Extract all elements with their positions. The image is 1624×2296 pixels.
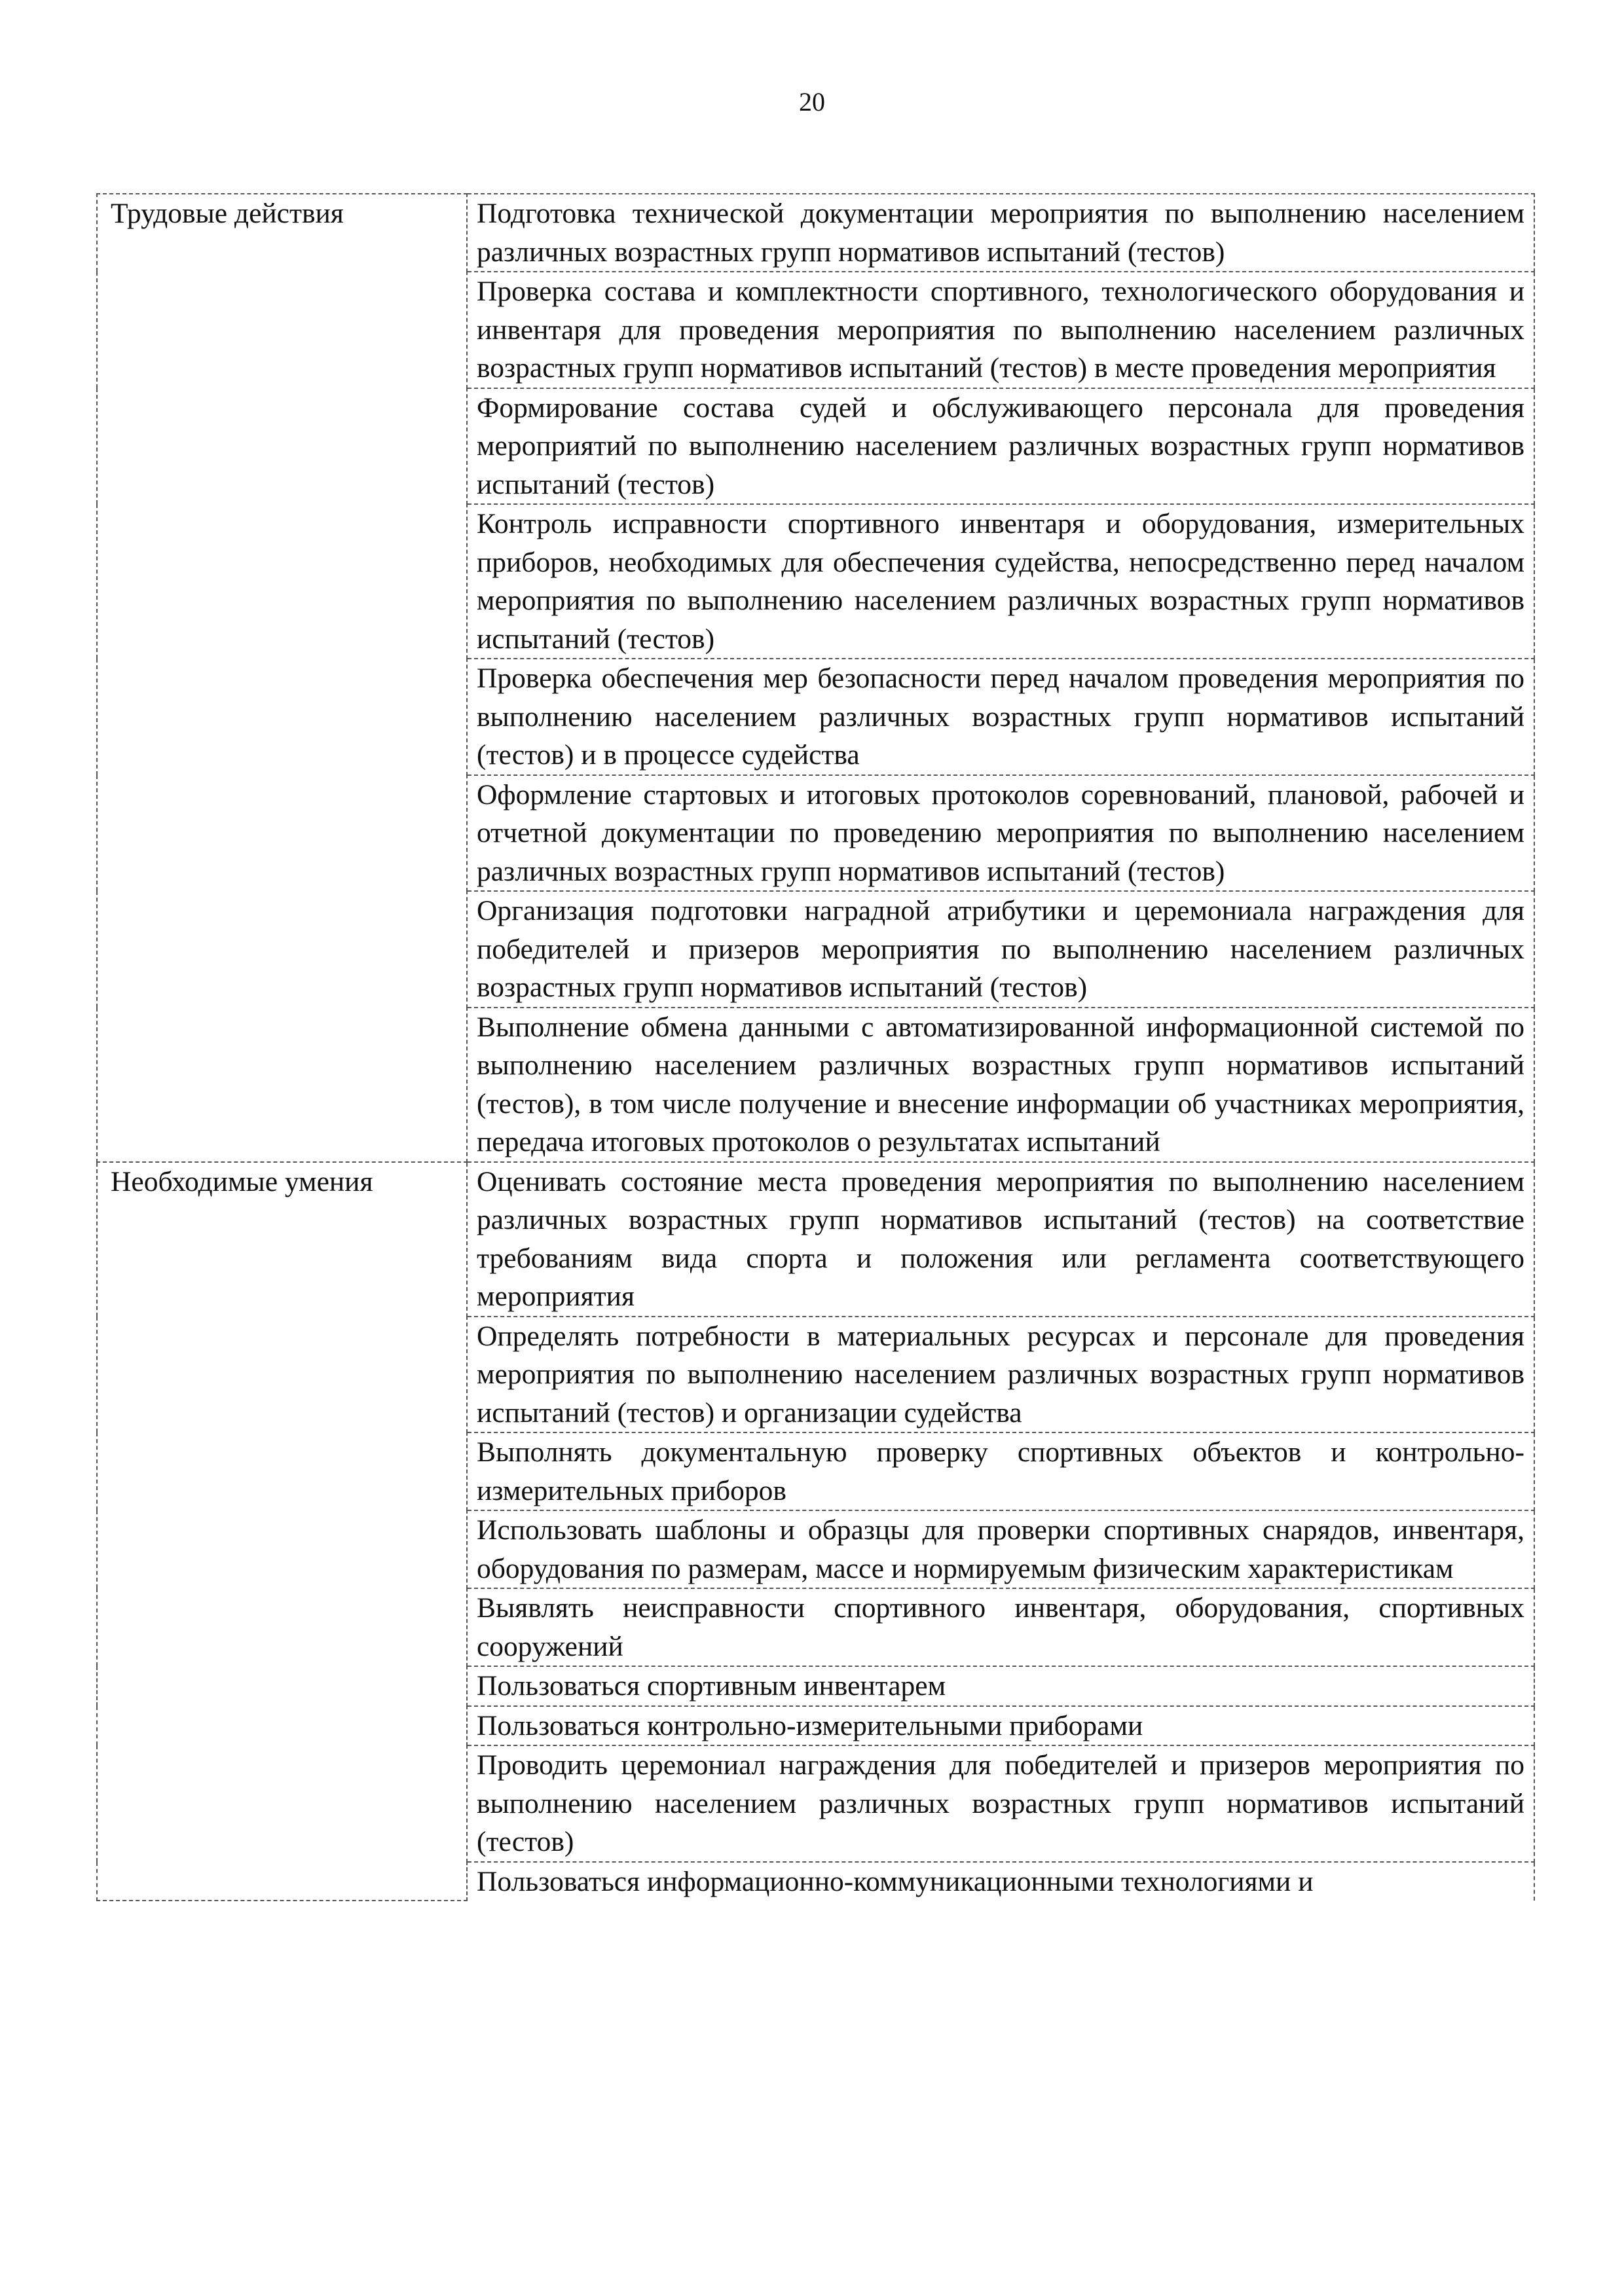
required-skill-item: Пользоваться спортивным инвентарем [467, 1666, 1534, 1706]
section-label-required-skills: Необходимые умения [97, 1162, 467, 1901]
required-skill-item: Выявлять неисправности спортивного инвентаря, оборудования, спортивных сооружений [467, 1588, 1534, 1666]
required-skill-item: Пользоваться информационно-коммуникационными технологиями и [467, 1862, 1534, 1901]
labor-action-item: Выполнение обмена данными с автоматизированной информационной системой по выполнению населением различных возрастных групп нормативов испытаний (тестов), в том числе получение и внесение информации об участниках мероприятия, передача итоговых протоколов о результатах испытаний [467, 1008, 1534, 1162]
labor-action-item: Оформление стартовых и итоговых протоколов соревнований, плановой, рабочей и отчетной документации по проведению мероприятия по выполнению населением различных возрастных групп нормативов испытаний (тестов) [467, 775, 1534, 892]
labor-action-item: Организация подготовки наградной атрибутики и церемониала награждения для победителей и призеров мероприятия по выполнению населением различных возрастных групп нормативов испытаний (тестов) [467, 891, 1534, 1008]
page-number: 20 [799, 87, 825, 117]
labor-action-item: Подготовка технической документации мероприятия по выполнению населением различных возрастных групп нормативов испытаний (тестов) [467, 194, 1534, 272]
table-row [97, 194, 1534, 272]
required-skill-item: Проводить церемониал награждения для победителей и призеров мероприятия по выполнению населением различных возрастных групп нормативов испытаний (тестов) [467, 1745, 1534, 1862]
required-skill-item: Пользоваться контрольно-измерительными приборами [467, 1706, 1534, 1746]
required-skill-item: Использовать шаблоны и образцы для проверки спортивных снарядов, инвентаря, оборудования по размерам, массе и нормируемым физическим характеристикам [467, 1510, 1534, 1588]
required-skill-item: Определять потребности в материальных ресурсах и персонале для проведения мероприятия по выполнению населением различных возрастных групп нормативов испытаний (тестов) и организации судейства [467, 1317, 1534, 1433]
required-skill-item: Выполнять документальную проверку спортивных объектов и контрольно-измерительных приборов [467, 1432, 1534, 1510]
labor-action-item: Проверка состава и комплектности спортивного, технологического оборудования и инвентаря для проведения мероприятия по выполнению населением различных возрастных групп нормативов испытаний (тестов) в месте проведения мероприятия [467, 272, 1534, 388]
section-label-labor-actions: Трудовые действия [97, 194, 467, 1162]
required-skill-item: Оценивать состояние места проведения мероприятия по выполнению населением различных возрастных групп нормативов испытаний (тестов) на соответствие требованиям вида спорта и положения или регламента соответствующего мероприятия [467, 1162, 1534, 1317]
table-row [97, 1162, 1534, 1317]
qualification-table [96, 193, 1535, 1901]
labor-action-item: Формирование состава судей и обслуживающего персонала для проведения мероприятий по выполнению населением различных возрастных групп нормативов испытаний (тестов) [467, 388, 1534, 505]
labor-action-item: Контроль исправности спортивного инвентаря и оборудования, измерительных приборов, необходимых для обеспечения судейства, непосредственно перед началом мероприятия по выполнению населением различных возрастных групп нормативов испытаний (тестов) [467, 504, 1534, 659]
labor-action-item: Проверка обеспечения мер безопасности перед началом проведения мероприятия по выполнению населением различных возрастных групп нормативов испытаний (тестов) и в процессе судейства [467, 659, 1534, 775]
